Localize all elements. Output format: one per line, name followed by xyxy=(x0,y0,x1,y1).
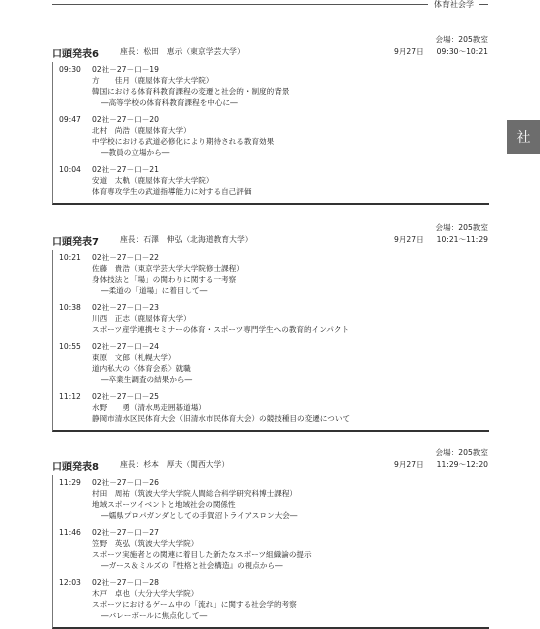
session-time-range: 10:21〜11:29 xyxy=(436,235,488,244)
presentation-author: 村田 周祐（筑波大学大学院人間総合科学研究科博士課程） xyxy=(92,489,298,498)
presentation-subtitle: ―ガース＆ミルズの『性格と社会構造』の視点から― xyxy=(101,561,283,570)
presentation-item xyxy=(53,527,489,571)
presentation-author: 安道 太軌（鹿屋体育大学大学院） xyxy=(92,176,214,185)
venue-label: 会場：205教室 xyxy=(435,35,488,44)
presentation-time: 10:21 xyxy=(59,253,81,262)
presentation-time: 10:38 xyxy=(59,303,81,312)
presentation-code: 02社－27－口－24 xyxy=(92,342,159,351)
presentation-list xyxy=(52,475,489,629)
presentation-code: 02社－27－口－22 xyxy=(92,253,159,262)
presentation-time: 09:47 xyxy=(59,115,81,124)
session-header xyxy=(52,45,488,59)
presentation-title: スポーツにおけるゲーム中の「流れ」に関する社会学的考察 xyxy=(92,600,297,609)
header-rule-tail xyxy=(479,4,488,5)
presentation-code: 02社－27－口－21 xyxy=(92,165,159,174)
presentation-author: 水野 勇（清水馬走囲碁道場） xyxy=(92,403,206,412)
list-bottom-padding xyxy=(53,197,489,203)
session-date: 9月27日 xyxy=(394,235,424,244)
presentation-code: 02社－27－口－28 xyxy=(92,578,159,587)
session-date: 9月27日 xyxy=(394,460,424,469)
presentation-code: 02社－27－口－23 xyxy=(92,303,159,312)
presentation-code: 02社－27－口－27 xyxy=(92,528,159,537)
presentation-item xyxy=(53,302,489,335)
presentation-title: 体育専攻学生の武道指導能力に対する自己評価 xyxy=(92,187,252,196)
presentation-subtitle: ―嬬県プロパガンダとしての手賀沼トライアスロン大会― xyxy=(101,511,298,520)
session-chair: 座長：杉本 厚夫（関西大学） xyxy=(120,460,230,469)
session-header xyxy=(52,233,488,247)
presentation-time: 10:55 xyxy=(59,342,81,351)
presentation-title: スポーツ実施者との関連に着目した新たなスポーツ組織論の提示 xyxy=(92,550,312,559)
presentation-time: 12:03 xyxy=(59,578,81,587)
presentation-title: 中学校における武道必修化により期待される教育効果 xyxy=(92,137,275,146)
presentation-title: 静岡市清水区民体育大会（旧清水市民体育大会）の競技種目の変遷について xyxy=(92,414,351,423)
presentation-list xyxy=(52,250,489,432)
session-header xyxy=(52,458,488,472)
presentation-list xyxy=(52,62,489,205)
presentation-code: 02社－27－口－20 xyxy=(92,115,159,124)
presentation-code: 02社－27－口－19 xyxy=(92,65,159,74)
presentation-author: 北村 尚浩（鹿屋体育大学） xyxy=(92,126,191,135)
presentation-code: 02社－27－口－25 xyxy=(92,392,159,401)
session-time-range: 09:30〜10:21 xyxy=(436,47,488,56)
presentation-title: 身体技法と「場」の関わりに関する一考察 xyxy=(92,275,237,284)
presentation-subtitle: ―教員の立場から― xyxy=(101,148,170,157)
presentation-item xyxy=(53,252,489,296)
presentation-time: 11:29 xyxy=(59,478,81,487)
presentation-author: 東原 文郎（札幌大学） xyxy=(92,353,176,362)
presentation-author: 木戸 卓也（大分大学大学院） xyxy=(92,589,199,598)
presentation-author: 方 佳月（鹿屋体育大学大学院） xyxy=(92,76,214,85)
presentation-author: 笠野 英弘（筑波大学大学院） xyxy=(92,539,199,548)
venue-label: 会場：205教室 xyxy=(435,223,488,232)
presentation-subtitle: ―柔道の「道場」に着目して― xyxy=(101,286,208,295)
header-rule xyxy=(52,4,428,5)
presentation-author: 川西 正志（鹿屋体育大学） xyxy=(92,314,191,323)
section-tab[interactable] xyxy=(507,120,540,154)
page-section-label: 体育社会学 xyxy=(434,0,474,9)
presentation-time: 09:30 xyxy=(59,65,81,74)
presentation-item xyxy=(53,64,489,108)
session-time-range: 11:29〜12:20 xyxy=(436,460,488,469)
presentation-item xyxy=(53,391,489,424)
presentation-item xyxy=(53,341,489,385)
presentation-item xyxy=(53,164,489,197)
section-tab-label: 社 xyxy=(516,130,531,146)
presentation-item xyxy=(53,577,489,621)
session-chair: 座長：松田 恵示（東京学芸大学） xyxy=(120,47,245,56)
presentation-code: 02社－27－口－26 xyxy=(92,478,159,487)
presentation-time: 11:12 xyxy=(59,392,81,401)
session-title: 口頭発表7 xyxy=(52,237,99,248)
session-date: 9月27日 xyxy=(394,47,424,56)
presentation-time: 11:46 xyxy=(59,528,81,537)
presentation-subtitle: ―バレーボールに焦点化して― xyxy=(101,611,208,620)
presentation-title: 道内私大の〈体育会系〉就職 xyxy=(92,364,191,373)
list-bottom-padding xyxy=(53,621,489,627)
presentation-title: 地域スポーツイベントと地域社会の関係性 xyxy=(92,500,236,509)
presentation-time: 10:04 xyxy=(59,165,81,174)
presentation-title: 韓国における体育科教育課程の変遷と社会的・制度的背景 xyxy=(92,87,290,96)
session-title: 口頭発表6 xyxy=(52,49,99,60)
venue-label: 会場：205教室 xyxy=(435,448,488,457)
presentation-subtitle: ―卒業生調査の結果から― xyxy=(101,375,193,384)
presentation-title: スポーツ産学連携セミナーの体育・スポーツ専門学生への教育的インパクト xyxy=(92,325,350,334)
presentation-item xyxy=(53,477,489,521)
list-bottom-padding xyxy=(53,424,489,430)
session-chair: 座長：石澤 伸弘（北海道教育大学） xyxy=(120,235,253,244)
presentation-subtitle: ―高等学校の体育科教育課程を中心に― xyxy=(101,98,238,107)
presentation-author: 佐藤 貴浩（東京学芸大学大学院修士課程） xyxy=(92,264,244,273)
presentation-item xyxy=(53,114,489,158)
session-title: 口頭発表8 xyxy=(52,462,99,473)
